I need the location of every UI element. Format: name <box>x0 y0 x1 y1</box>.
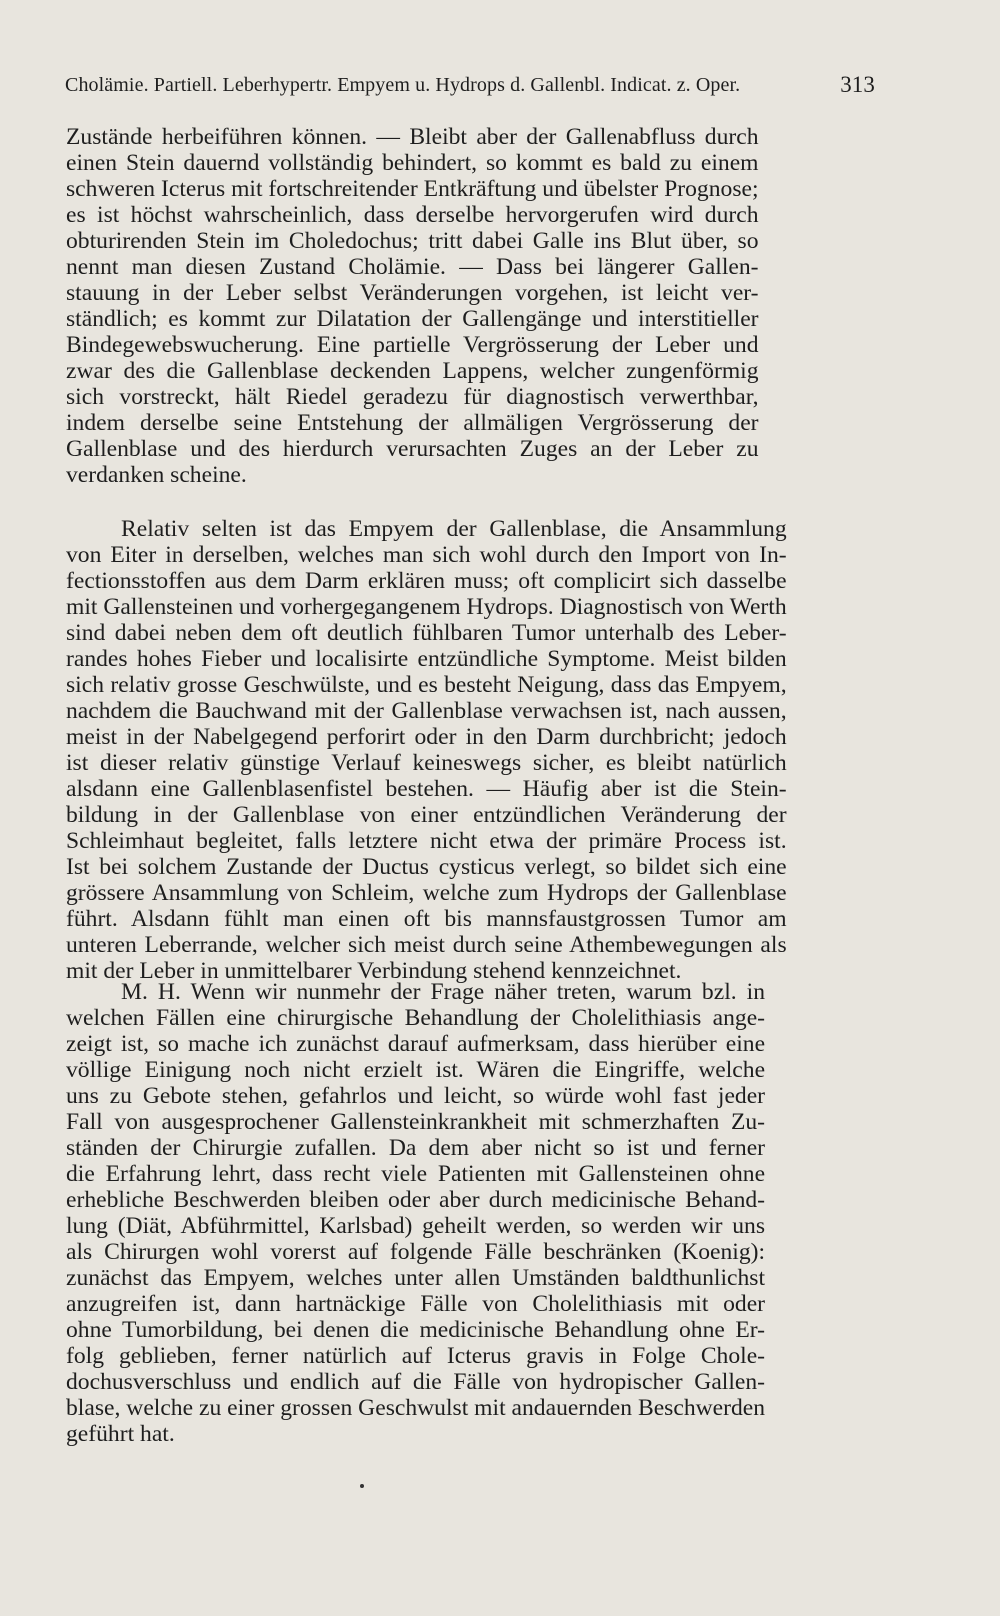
text-line: zunächst das Empyem, welches unter allen Umständen baldthunlichst <box>66 1265 766 1291</box>
text-line: als Chirurgen wohl vorerst auf folgende Fälle beschränken (Koenig): <box>66 1239 766 1265</box>
ink-speck <box>360 1484 364 1488</box>
text-line: verdanken scheine. <box>66 462 247 488</box>
text-line: lung (Diät, Abführmittel, Karlsbad) geheilt werden, so werden wir uns <box>66 1213 766 1239</box>
text-line: obturirenden Stein im Choledochus; tritt dabei Galle ins Blut über, so <box>66 228 759 254</box>
text-line: alsdann eine Gallenblasenfistel bestehen. — Häufig aber ist die Stein- <box>66 776 787 802</box>
text-line: sich vorstreckt, hält Riedel geradezu für diagnostisch verwerthbar, <box>66 384 759 410</box>
text-line: folg geblieben, ferner natürlich auf Icterus gravis in Folge Chole- <box>66 1343 766 1369</box>
text-line: Zustände herbeiführen können. — Bleibt aber der Gallenabfluss durch <box>66 124 759 150</box>
text-line: ist dieser relativ günstige Verlauf keineswegs sicher, es bleibt natürlich <box>66 750 787 776</box>
text-line: geführt hat. <box>66 1421 175 1447</box>
text-line: ständen der Chirurgie zufallen. Da dem aber nicht so ist und ferner <box>66 1135 766 1161</box>
text-line: mit Gallensteinen und vorhergegangenem Hydrops. Diagnostisch von Werth <box>66 594 787 620</box>
text-line: M. H. Wenn wir nunmehr der Frage näher treten, warum bzl. in <box>121 979 766 1005</box>
text-line: anzugreifen ist, dann hartnäckige Fälle von Cholelithiasis mit oder <box>66 1291 766 1317</box>
text-line: sind dabei neben dem oft deutlich fühlbaren Tumor unterhalb des Leber- <box>66 620 787 646</box>
text-line: einen Stein dauernd vollständig behindert, so kommt es bald zu einem <box>66 150 759 176</box>
text-line: nennt man diesen Zustand Cholämie. — Dass bei längerer Gallen- <box>66 254 759 280</box>
text-line: Schleimhaut begleitet, falls letztere nicht etwa der primäre Process ist. <box>66 828 787 854</box>
text-line: erhebliche Beschwerden bleiben oder aber durch medicinische Behand- <box>66 1187 766 1213</box>
text-line: stauung in der Leber selbst Veränderungen vorgehen, ist leicht ver- <box>66 280 759 306</box>
text-line: bildung in der Gallenblase von einer entzündlichen Veränderung der <box>66 802 787 828</box>
text-line: randes hohes Fieber und localisirte entzündliche Symptome. Meist bilden <box>66 646 787 672</box>
text-line: ständlich; es kommt zur Dilatation der Gallengänge und interstitieller <box>66 306 759 332</box>
text-line: indem derselbe seine Entstehung der allmäligen Vergrösserung der <box>66 410 759 436</box>
text-line: zwar des die Gallenblase deckenden Lappens, welcher zungenförmig <box>66 358 759 384</box>
paragraph-empyem-hydrops <box>66 516 787 984</box>
text-line: sich relativ grosse Geschwülste, und es besteht Neigung, dass das Empyem, <box>66 672 787 698</box>
text-line: ohne Tumorbildung, bei denen die medicinische Behandlung ohne Er- <box>66 1317 766 1343</box>
text-line: von Eiter in derselben, welches man sich wohl durch den Import von In- <box>66 542 787 568</box>
text-line: schweren Icterus mit fortschreitender Entkräftung und übelster Prognose; <box>66 176 759 202</box>
text-line: uns zu Gebote stehen, gefahrlos und leicht, so würde wohl fast jeder <box>66 1083 766 1109</box>
text-line: meist in der Nabelgegend perforirt oder in den Darm durchbricht; jedoch <box>66 724 787 750</box>
text-line: mit der Leber in unmittelbarer Verbindung stehend kennzeichnet. <box>66 958 682 984</box>
paragraph-cholaemie <box>66 124 759 488</box>
text-line: blase, welche zu einer grossen Geschwulst mit andauernden Beschwerden <box>66 1395 766 1421</box>
text-line: führt. Alsdann fühlt man einen oft bis mannsfaustgrossen Tumor am <box>66 906 787 932</box>
page-number: 313 <box>840 72 875 97</box>
text-line: grössere Ansammlung von Schleim, welche zum Hydrops der Gallenblase <box>66 880 787 906</box>
text-line: Gallenblase und des hierdurch verursachten Zuges an der Leber zu <box>66 436 759 462</box>
text-line: die Erfahrung lehrt, dass recht viele Patienten mit Gallensteinen ohne <box>66 1161 766 1187</box>
running-title: Cholämie. Partiell. Leberhypertr. Empyem u. Hydrops d. Gallenbl. Indicat. z. Oper. <box>65 74 741 96</box>
text-line: welchen Fällen eine chirurgische Behandlung der Cholelithiasis ange- <box>66 1005 766 1031</box>
running-header <box>65 74 875 97</box>
text-line: Ist bei solchem Zustande der Ductus cysticus verlegt, so bildet sich eine <box>66 854 787 880</box>
text-line: zeigt ist, so mache ich zunächst darauf aufmerksam, dass hierüber eine <box>66 1031 766 1057</box>
text-line: unteren Leberrande, welcher sich meist durch seine Athembewegungen als <box>66 932 787 958</box>
text-line: fectionsstoffen aus dem Darm erklären muss; oft complicirt sich dasselbe <box>66 568 787 594</box>
text-line: völlige Einigung noch nicht erzielt ist. Wären die Eingriffe, welche <box>66 1057 766 1083</box>
text-line: dochusverschluss und endlich auf die Fälle von hydropischer Gallen- <box>66 1369 766 1395</box>
text-line: es ist höchst wahrscheinlich, dass derselbe hervorgerufen wird durch <box>66 202 759 228</box>
text-line: nachdem die Bauchwand mit der Gallenblase verwachsen ist, nach aussen, <box>66 698 787 724</box>
text-line: Relativ selten ist das Empyem der Gallenblase, die Ansammlung <box>121 516 787 542</box>
text-line: Bindegewebswucherung. Eine partielle Vergrösserung der Leber und <box>66 332 759 358</box>
text-line: Fall von ausgesprochener Gallensteinkrankheit mit schmerzhaften Zu- <box>66 1109 766 1135</box>
paragraph-indications <box>66 979 765 1447</box>
